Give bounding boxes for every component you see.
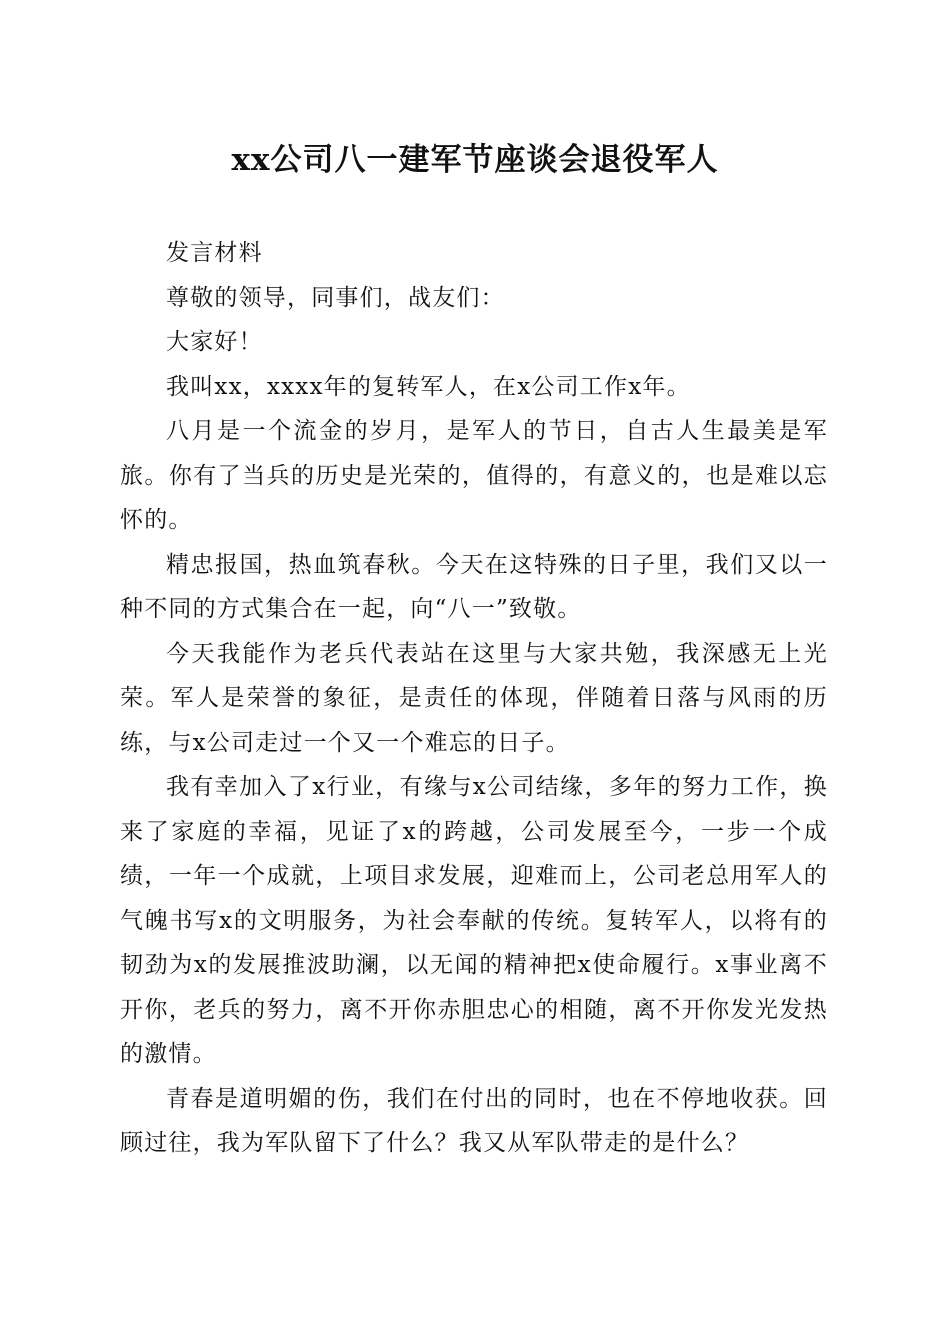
paragraph-career: 我有幸加入了x行业，有缘与x公司结缘，多年的努力工作，换来了家庭的幸福，见证了x的跨越，公司发展至今，一步一个成绩，一年一个成就，上项目求发展，迎难而上，公司老总用军人的气魄书写x的文明服务，为社会奉献的传统。复转军人，以将有的韧劲为x的发展推波助澜，以无闻的精神把x使命履行。x事业离不开你，老兵的努力，离不开你赤胆忠心的相随，离不开你发光发热的激情。 [120, 774, 828, 1067]
document-body [120, 231, 828, 1166]
paragraph-salutation: 尊敬的领导，同事们，战友们： [166, 284, 505, 311]
paragraph-youth: 青春是道明媚的伤，我们在付出的同时，也在不停地收获。回顾过往，我为军队留下了什么？我又从军队带走的是什么？ [120, 1085, 828, 1156]
paragraph-introduction: 我叫xx，xxxx年的复转军人，在x公司工作x年。 [166, 373, 691, 400]
paragraph-honor: 今天我能作为老兵代表站在这里与大家共勉，我深感无上光荣。军人是荣誉的象征，是责任的体现，伴随着日落与风雨的历练，与x公司走过一个又一个难忘的日子。 [120, 640, 828, 756]
paragraph-august: 八月是一个流金的岁月，是军人的节日，自古人生最美是军旅。你有了当兵的历史是光荣的，值得的，有意义的，也是难以忘怀的。 [120, 418, 828, 533]
paragraph-heading: 发言材料 [166, 240, 263, 266]
paragraph-greeting: 大家好！ [166, 329, 263, 355]
document-title: xx公司八一建军节座谈会退役军人 [231, 142, 719, 178]
paragraph-patriotism: 精忠报国，热血筑春秋。今天在这特殊的日子里，我们又以一种不同的方式集合在一起，向“八一”致敬。 [120, 551, 828, 622]
